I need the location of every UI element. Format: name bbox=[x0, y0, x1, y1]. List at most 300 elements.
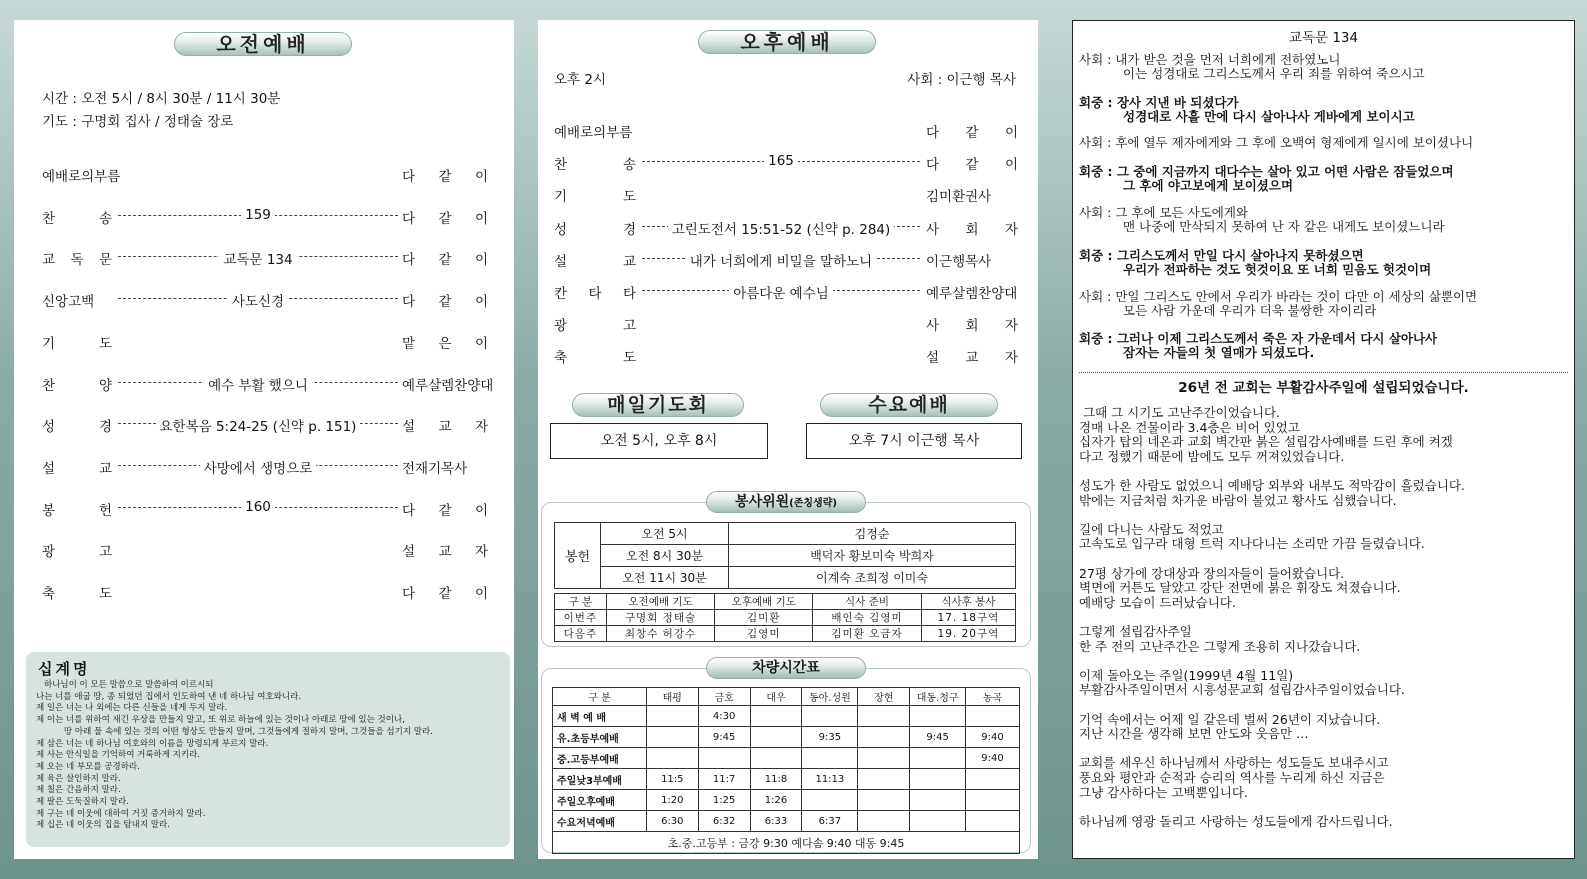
essay-line: 교회를 세우신 하나님께서 사랑하는 성도들도 보내주시고 bbox=[1079, 755, 1389, 771]
label-char: 사 bbox=[926, 221, 940, 238]
shuttle-time-cell: 1:25 bbox=[698, 790, 750, 811]
order-item-detail: 예수 부활 했으니 bbox=[204, 378, 312, 394]
order-item-label: 예배로의부름 bbox=[554, 125, 633, 141]
duty-header-cell: 식사 준비 bbox=[813, 594, 922, 610]
reading-speaker: 사회 bbox=[1079, 135, 1104, 150]
label-char: 다 bbox=[402, 586, 416, 602]
reading-colon: : bbox=[1103, 289, 1116, 304]
label-char: 설 bbox=[42, 460, 56, 477]
shuttle-header-row bbox=[553, 688, 1020, 706]
label-char: 광 bbox=[42, 544, 56, 561]
order-item-leader-name bbox=[402, 499, 488, 519]
order-leader bbox=[642, 250, 920, 270]
order-leader bbox=[642, 218, 920, 238]
offering-row bbox=[555, 545, 1016, 567]
essay-line: 풍요와 평안과 순적과 승리의 역사를 누리게 하신 지금은 bbox=[1079, 770, 1385, 785]
order-item-label bbox=[554, 218, 636, 238]
reading-speaker: 회중 bbox=[1079, 331, 1104, 346]
label-char: 교 bbox=[438, 544, 452, 561]
shuttle-time-cell: 11:5 bbox=[646, 769, 698, 790]
shuttle-time-cell bbox=[698, 748, 750, 769]
order-item-leader-name bbox=[926, 314, 1018, 334]
order-item-leader-name bbox=[402, 540, 488, 560]
label-char: 같 bbox=[438, 586, 452, 602]
order-row bbox=[538, 282, 1038, 302]
shuttle-time-cell bbox=[802, 706, 858, 727]
duty-cell: 김미환 bbox=[715, 610, 813, 626]
label-char: 자 bbox=[474, 544, 488, 561]
order-item-leader-name bbox=[926, 346, 1018, 366]
shuttle-time-cell bbox=[802, 790, 858, 811]
essay-line: 벽면에 커튼도 달았고 강단 전면에 붉은 휘장도 쳐졌습니다. bbox=[1079, 580, 1401, 596]
reading-text: 후에 열두 제자에게와 그 후에 오백여 형제에게 일시에 보이셨나니 bbox=[1115, 135, 1474, 150]
order-item-label bbox=[42, 415, 112, 435]
reading-colon: : bbox=[1103, 331, 1117, 346]
shuttle-title: 차량시간표 bbox=[706, 657, 866, 679]
order-item-leader-name bbox=[402, 165, 488, 185]
essay-line: 길에 다니는 사람도 적었고 bbox=[1079, 521, 1224, 537]
essay-title: 26년 전 교회는 부활감사주일에 설립되었습니다. bbox=[1178, 380, 1469, 396]
shuttle-time-cell bbox=[910, 790, 966, 811]
label-char: 자 bbox=[474, 419, 488, 436]
order-item-leader-name: 예루살렘찬양대 bbox=[402, 377, 494, 394]
label-char: 교 bbox=[965, 350, 979, 367]
shuttle-time-cell: 6:33 bbox=[750, 811, 802, 832]
label-char: 은 bbox=[438, 335, 452, 352]
order-leader bbox=[118, 290, 398, 310]
essay-line: 성도가 한 사람도 없었으니 예배당 외부와 내부도 적막감이 흘렀습니다. bbox=[1079, 478, 1465, 493]
reading-colon: : bbox=[1103, 164, 1117, 179]
label-char: 도 bbox=[98, 335, 112, 352]
duty-header-cell: 오전예배 기도 bbox=[606, 594, 715, 610]
offering-names: 이계숙 조희정 이미숙 bbox=[729, 567, 1016, 589]
order-item-detail: 요한복음 5:24-25 (신약 p. 151) bbox=[156, 419, 361, 435]
label-char: 광 bbox=[554, 318, 568, 335]
order-row bbox=[14, 374, 514, 394]
label-char: 같 bbox=[438, 169, 452, 185]
order-item-leader-name bbox=[402, 248, 488, 268]
label-char: 기 bbox=[554, 189, 568, 206]
label-char: 다 bbox=[402, 502, 416, 519]
shuttle-time-cell: 11:13 bbox=[802, 769, 858, 790]
label-char: 다 bbox=[402, 294, 416, 311]
order-item-leader-name bbox=[926, 218, 1018, 238]
shuttle-time-cell: 9:35 bbox=[802, 727, 858, 748]
shuttle-row bbox=[553, 811, 1020, 832]
order-item-label bbox=[42, 540, 112, 560]
duty-cell: 김미환 오금자 bbox=[813, 626, 922, 642]
essay-line: 십자가 탑의 네온과 교회 벽간판 붉은 설립감사예배를 드린 후에 켜겠 bbox=[1079, 434, 1453, 450]
daily-prayer-time: 오전 5시, 오후 8시 bbox=[550, 423, 768, 459]
morning-service-time: 시간 : 오전 5시 / 8시 30분 / 11시 30분 bbox=[42, 91, 281, 107]
shuttle-time-cell: 11:8 bbox=[750, 769, 802, 790]
essay-line: 27평 상가에 강대상과 장의자들이 들어왔습니다. bbox=[1079, 565, 1345, 581]
order-row bbox=[14, 415, 514, 435]
offering-row bbox=[555, 567, 1016, 589]
order-row bbox=[14, 248, 514, 268]
label-char: 칸 bbox=[554, 286, 568, 302]
order-row bbox=[14, 332, 514, 352]
morning-service-title: 오전예배 bbox=[174, 32, 352, 56]
order-item-detail: 165 bbox=[764, 153, 798, 169]
order-leader bbox=[642, 153, 920, 169]
offering-time: 오전 11시 30분 bbox=[601, 567, 729, 589]
label-char: 찬 bbox=[42, 210, 56, 227]
shuttle-time-cell: 9:40 bbox=[966, 748, 1020, 769]
label-char: 같 bbox=[438, 294, 452, 311]
label-char: 이 bbox=[474, 252, 488, 269]
order-item-label bbox=[42, 248, 112, 268]
label-char: 헌 bbox=[98, 502, 112, 519]
order-row bbox=[538, 346, 1038, 366]
order-row bbox=[14, 457, 514, 477]
label-char: 같 bbox=[438, 252, 452, 269]
order-item-label bbox=[42, 374, 112, 394]
order-leader bbox=[118, 457, 398, 477]
order-item-label bbox=[554, 185, 636, 205]
shuttle-time-cell bbox=[966, 811, 1020, 832]
shuttle-time-cell: 1:26 bbox=[750, 790, 802, 811]
reading-text: 그 후에 모든 사도에게와 bbox=[1115, 205, 1248, 220]
shuttle-timetable bbox=[552, 687, 1020, 854]
order-row bbox=[538, 314, 1038, 334]
shuttle-time-cell bbox=[646, 706, 698, 727]
order-item-label bbox=[42, 457, 112, 477]
reading-text: 장사 지낸 바 되셨다가 bbox=[1116, 95, 1239, 110]
label-char: 설 bbox=[554, 253, 568, 270]
reading-colon: : bbox=[1103, 205, 1116, 220]
order-row bbox=[538, 121, 1038, 141]
shuttle-time-cell bbox=[858, 790, 910, 811]
label-char: 찬 bbox=[42, 377, 56, 394]
shuttle-time-cell bbox=[966, 790, 1020, 811]
essay-line: 경매 나온 건물이라 3.4층은 비어 있었고 bbox=[1079, 419, 1300, 435]
shuttle-time-cell: 6:32 bbox=[698, 811, 750, 832]
order-item-leader-name bbox=[402, 290, 488, 310]
label-char: 타 bbox=[588, 286, 602, 302]
shuttle-time-cell bbox=[750, 727, 802, 748]
essay-line: 부활감사주일이면서 시흥성문교회 설립감사주일이었습니다. bbox=[1079, 682, 1405, 698]
label-char: 양 bbox=[98, 377, 112, 394]
reading-speaker: 회중 bbox=[1079, 95, 1104, 110]
label-char: 이 bbox=[1004, 157, 1018, 174]
daily-prayer-title: 매일기도회 bbox=[572, 393, 744, 417]
reading-colon: : bbox=[1103, 95, 1117, 110]
order-leader bbox=[118, 374, 398, 394]
essay-line: 고속도로 입구라 대형 트럭 지나다니는 소리만 가끔 들렸습니다. bbox=[1079, 536, 1425, 552]
order-item-label: 신앙고백 bbox=[42, 294, 95, 311]
order-item-detail: 고린도전서 15:51-52 (신약 p. 284) bbox=[668, 222, 895, 238]
order-item-leader-name: 이근행목사 bbox=[926, 253, 992, 270]
shuttle-header-cell: 대동.청구 bbox=[910, 688, 966, 706]
reading-continuation: 모든 사람 가운데 우리가 더욱 불쌍한 자이리라 bbox=[1123, 303, 1377, 318]
label-char: 설 bbox=[926, 350, 940, 367]
shuttle-time-cell bbox=[750, 748, 802, 769]
commandment-line: 제 구는 네 이웃에 대하여 거짓 증거하지 말라. bbox=[36, 808, 206, 819]
shuttle-service-name: 새 벽 예 배 bbox=[553, 706, 647, 727]
shuttle-time-cell bbox=[910, 769, 966, 790]
wednesday-service-time: 오후 7시 이근행 목사 bbox=[806, 423, 1022, 459]
shuttle-time-cell bbox=[910, 811, 966, 832]
reading-colon: : bbox=[1103, 52, 1116, 67]
label-char: 도 bbox=[622, 189, 636, 206]
reading-line bbox=[1079, 332, 1437, 346]
order-leader bbox=[118, 207, 398, 223]
label-char: 고 bbox=[98, 544, 112, 561]
volunteer-duty-table bbox=[554, 593, 1016, 642]
responsive-reading-title: 교독문 134 bbox=[1288, 30, 1359, 46]
essay-line: 예배당 모습이 드러났습니다. bbox=[1079, 594, 1236, 610]
label-char: 축 bbox=[554, 350, 568, 367]
offering-label: 봉헌 bbox=[555, 523, 601, 589]
essay-line: 다고 정했기 때문에 밤에도 모두 꺼져있었습니다. bbox=[1079, 448, 1345, 464]
duty-cell: 19. 20구역 bbox=[921, 626, 1015, 642]
label-char: 다 bbox=[926, 125, 940, 141]
commandment-line: 제 일은 너는 나 외에는 다른 신들을 네게 두지 말라. bbox=[36, 703, 228, 714]
reading-colon: : bbox=[1103, 135, 1116, 150]
label-char: 송 bbox=[622, 157, 636, 174]
order-row bbox=[538, 185, 1038, 205]
order-item-leader-name: 예루살렘찬양대 bbox=[926, 286, 1018, 302]
shuttle-time-cell bbox=[858, 706, 910, 727]
afternoon-service-host: 사회 : 이근행 목사 bbox=[907, 72, 1016, 88]
commandment-line: 제 사는 안식일을 기억하여 거룩하게 지키라. bbox=[36, 750, 201, 761]
shuttle-time-cell bbox=[858, 748, 910, 769]
reading-continuation: 이는 성경대로 그리스도께서 우리 죄를 위하여 죽으시고 bbox=[1123, 66, 1425, 81]
shuttle-service-name: 주일낮3부예배 bbox=[553, 769, 647, 790]
reading-line bbox=[1079, 136, 1473, 150]
reading-continuation: 맨 나중에 만삭되지 못하여 난 자 같은 내게도 보이셨느니라 bbox=[1123, 219, 1445, 234]
commandment-line: 제 삼은 너는 네 하나님 여호와의 이름을 망령되게 부르지 말라. bbox=[36, 738, 269, 749]
shuttle-header-cell: 대우 bbox=[750, 688, 802, 706]
duty-cell: 김영미 bbox=[715, 626, 813, 642]
label-char: 이 bbox=[474, 294, 488, 311]
order-leader bbox=[118, 415, 398, 435]
order-item-label bbox=[554, 314, 636, 334]
label-char: 다 bbox=[926, 157, 940, 174]
order-row bbox=[14, 207, 514, 227]
label-char: 교 bbox=[438, 419, 452, 436]
label-char: 이 bbox=[474, 169, 488, 185]
label-char: 회 bbox=[965, 221, 979, 238]
shuttle-header-cell: 태평 bbox=[646, 688, 698, 706]
reading-continuation: 잠자는 자들의 첫 열매가 되셨도다. bbox=[1123, 345, 1315, 360]
duty-header-row bbox=[555, 594, 1016, 610]
commandment-line: 제 십은 네 이웃의 집을 탐내지 말라. bbox=[36, 820, 170, 831]
label-char: 이 bbox=[474, 586, 488, 602]
label-char: 같 bbox=[965, 157, 979, 174]
order-item-detail: 159 bbox=[241, 207, 275, 223]
reading-continuation: 성경대로 사흘 만에 다시 살아나사 게바에게 보이시고 bbox=[1123, 109, 1415, 124]
order-row bbox=[14, 540, 514, 560]
label-char: 다 bbox=[402, 210, 416, 227]
order-item-label bbox=[554, 250, 636, 270]
reading-text: 만일 그리스도 안에서 우리가 바라는 것이 다만 이 세상의 삶뿐이면 bbox=[1115, 289, 1478, 304]
order-row bbox=[14, 582, 514, 602]
shuttle-time-cell: 6:30 bbox=[646, 811, 698, 832]
label-char: 고 bbox=[622, 318, 636, 335]
label-char: 성 bbox=[554, 221, 568, 238]
order-item-leader-name: 전재기목사 bbox=[402, 460, 468, 477]
label-char: 다 bbox=[402, 169, 416, 185]
duty-cell: 배인숙 김영미 bbox=[813, 610, 922, 626]
duty-cell: 이번주 bbox=[555, 610, 607, 626]
reading-line bbox=[1079, 96, 1239, 110]
duty-cell: 17. 18구역 bbox=[921, 610, 1015, 626]
duty-row bbox=[555, 626, 1016, 642]
essay-line: 한 주 전의 고난주간은 그렇게 조용히 지나갔습니다. bbox=[1079, 638, 1361, 654]
duty-row bbox=[555, 610, 1016, 626]
commandment-line: 제 칠은 간음하지 말라. bbox=[36, 785, 121, 796]
shuttle-service-name: 중.고등부예배 bbox=[553, 748, 647, 769]
label-char: 경 bbox=[622, 221, 636, 238]
order-item-leader-name bbox=[926, 153, 1018, 173]
shuttle-header-cell: 농곡 bbox=[966, 688, 1020, 706]
commandment-line: 제 육은 살인하지 말라. bbox=[36, 773, 121, 784]
shuttle-time-cell bbox=[858, 769, 910, 790]
label-char: 설 bbox=[402, 419, 416, 436]
label-char: 설 bbox=[402, 544, 416, 561]
label-char: 이 bbox=[1004, 125, 1018, 141]
shuttle-time-cell: 9:45 bbox=[698, 727, 750, 748]
label-char: 경 bbox=[98, 419, 112, 436]
label-char: 기 bbox=[42, 335, 56, 352]
reading-line bbox=[1079, 206, 1248, 220]
label-char: 찬 bbox=[554, 157, 568, 174]
order-item-label bbox=[554, 282, 636, 302]
order-item-leader-name bbox=[402, 332, 488, 352]
shuttle-row bbox=[553, 748, 1020, 769]
essay-line: 그렇게 설립감사주일 bbox=[1079, 624, 1192, 639]
essay-line: 하나님께 영광 돌리고 사랑하는 성도들에게 감사드립니다. bbox=[1079, 813, 1393, 829]
label-char: 맡 bbox=[402, 335, 416, 352]
shuttle-time-cell bbox=[802, 748, 858, 769]
order-item-detail: 160 bbox=[241, 499, 275, 515]
commandment-line: 나는 너를 애굽 땅, 종 되었던 집에서 인도하여 낸 네 하나님 여호와니라. bbox=[36, 691, 302, 702]
duty-header-cell: 오후예배 기도 bbox=[715, 594, 813, 610]
morning-service-panel bbox=[14, 20, 514, 859]
label-char: 같 bbox=[438, 210, 452, 227]
label-char: 자 bbox=[1004, 221, 1018, 238]
order-item-detail: 사도신경 bbox=[228, 294, 288, 310]
reading-text: 그러나 이제 그리스도께서 죽은 자 가운데서 다시 살아나사 bbox=[1116, 331, 1438, 346]
shuttle-time-cell bbox=[910, 706, 966, 727]
order-row bbox=[14, 499, 514, 519]
ten-commandments-box bbox=[26, 652, 510, 847]
label-char: 이 bbox=[474, 335, 488, 352]
reading-line bbox=[1079, 290, 1477, 304]
reading-line bbox=[1079, 53, 1340, 67]
order-item-label: 예배로의부름 bbox=[42, 169, 121, 185]
wednesday-service-title: 수요예배 bbox=[820, 393, 998, 417]
shuttle-time-cell bbox=[646, 727, 698, 748]
essay-line: 지난 시간을 생각해 보면 안도와 웃음만 … bbox=[1079, 726, 1309, 742]
shuttle-row bbox=[553, 706, 1020, 727]
order-row bbox=[14, 290, 514, 310]
offering-table bbox=[554, 522, 1016, 589]
order-leader bbox=[118, 248, 398, 268]
ten-commandments-title: 십계명 bbox=[38, 660, 91, 678]
volunteers-title: 봉사위원(존칭생략) bbox=[706, 491, 866, 513]
offering-time: 오전 5시 bbox=[601, 523, 729, 545]
shuttle-time-cell: 9:45 bbox=[910, 727, 966, 748]
order-row bbox=[538, 250, 1038, 270]
shuttle-time-cell bbox=[750, 706, 802, 727]
shuttle-time-cell: 9:40 bbox=[966, 727, 1020, 748]
order-item-leader-name bbox=[402, 207, 488, 227]
reading-text: 그 중에 지금까지 대다수는 살아 있고 어떤 사람은 잠들었으며 bbox=[1116, 164, 1454, 179]
order-row bbox=[538, 153, 1038, 173]
order-row bbox=[14, 165, 514, 185]
shuttle-header-cell: 구 분 bbox=[553, 688, 647, 706]
order-item-label bbox=[42, 582, 112, 602]
label-char: 자 bbox=[1004, 350, 1018, 367]
label-char: 교 bbox=[42, 252, 56, 269]
order-item-detail: 교독문 134 bbox=[219, 252, 296, 268]
reading-speaker: 회중 bbox=[1079, 164, 1104, 179]
label-char: 회 bbox=[965, 318, 979, 335]
duty-header-cell: 구 분 bbox=[555, 594, 607, 610]
label-char: 축 bbox=[42, 586, 56, 602]
label-char: 타 bbox=[622, 286, 636, 302]
commandment-line: 제 팔은 도둑질하지 말라. bbox=[36, 797, 129, 807]
shuttle-time-cell bbox=[966, 706, 1020, 727]
label-char: 도 bbox=[98, 586, 112, 602]
shuttle-time-cell bbox=[858, 727, 910, 748]
reading-continuation: 우리가 전파하는 것도 헛것이요 또 너희 믿음도 헛것이며 bbox=[1123, 262, 1432, 277]
duty-cell: 최창수 허강수 bbox=[606, 626, 715, 642]
shuttle-service-name: 수요저녁예배 bbox=[553, 811, 647, 832]
section-divider bbox=[1079, 372, 1568, 373]
shuttle-service-name: 유.초등부예배 bbox=[553, 727, 647, 748]
label-char: 자 bbox=[1004, 318, 1018, 335]
order-item-label bbox=[42, 332, 112, 352]
offering-names: 김정순 bbox=[729, 523, 1016, 545]
afternoon-service-title: 오후예배 bbox=[698, 30, 876, 54]
reading-continuation: 그 후에 야고보에게 보이셨으며 bbox=[1123, 178, 1294, 193]
order-item-leader-name bbox=[402, 582, 488, 602]
reading-line bbox=[1079, 165, 1454, 179]
shuttle-header-cell: 동아.성원 bbox=[802, 688, 858, 706]
order-item-leader-name bbox=[926, 121, 1018, 141]
label-char: 도 bbox=[622, 350, 636, 367]
essay-line: 그때 그 시기도 고난주간이었습니다. bbox=[1083, 405, 1281, 420]
reading-speaker: 회중 bbox=[1079, 248, 1104, 263]
commandment-line: 제 오는 네 부모를 공경하라. bbox=[36, 761, 140, 772]
reading-speaker: 사회 bbox=[1079, 52, 1104, 67]
shuttle-time-cell: 6:37 bbox=[802, 811, 858, 832]
order-item-label bbox=[42, 207, 112, 227]
reading-text: 그리스도께서 만일 다시 살아나지 못하셨으면 bbox=[1116, 248, 1364, 263]
label-char: 사 bbox=[926, 318, 940, 335]
order-leader bbox=[118, 499, 398, 515]
label-char: 봉 bbox=[42, 502, 56, 519]
label-char: 이 bbox=[474, 502, 488, 519]
label-char: 독 bbox=[70, 252, 84, 269]
shuttle-time-cell: 11:7 bbox=[698, 769, 750, 790]
shuttle-time-cell: 4:30 bbox=[698, 706, 750, 727]
shuttle-time-cell: 1:20 bbox=[646, 790, 698, 811]
reading-line bbox=[1079, 249, 1364, 263]
shuttle-header-cell: 금호 bbox=[698, 688, 750, 706]
shuttle-time-cell bbox=[858, 811, 910, 832]
essay-line: 그냥 감사하다는 고백뿐입니다. bbox=[1079, 784, 1248, 800]
reading-speaker: 사회 bbox=[1079, 289, 1104, 304]
shuttle-row bbox=[553, 727, 1020, 748]
label-char: 교 bbox=[98, 460, 112, 477]
commandment-line: 땅 아래 물 속에 있는 것의 어떤 형상도 만들지 말며, 그것들에게 절하지 말며, 그것들을 섬기지 말라. bbox=[64, 726, 433, 737]
shuttle-time-cell bbox=[966, 769, 1020, 790]
